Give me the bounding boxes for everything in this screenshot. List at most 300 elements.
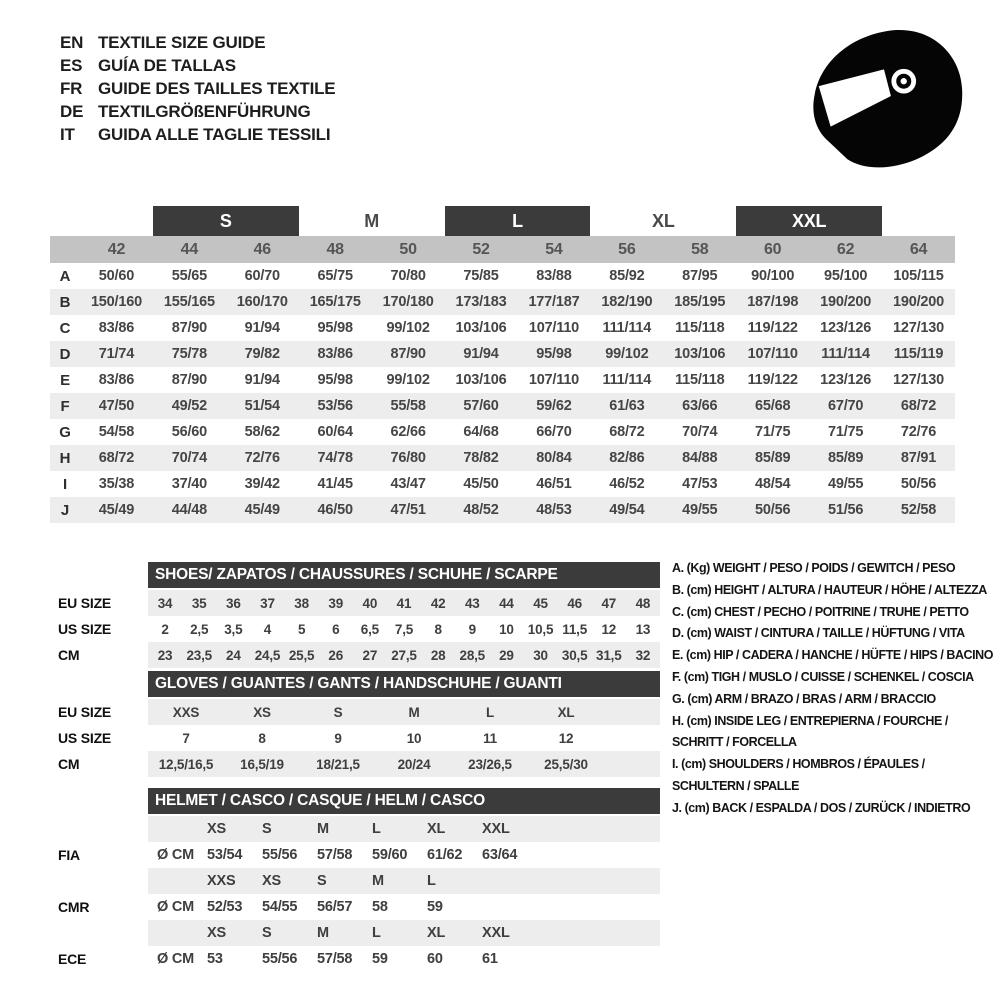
size-value-cell: 99/102: [605, 346, 649, 362]
value-cell: 45: [533, 595, 548, 611]
size-value-cell: 103/106: [674, 346, 726, 362]
value-cell: 8: [434, 621, 442, 637]
legend-item: [672, 797, 989, 819]
helmet-value-cell: 57/58: [317, 951, 353, 967]
value-cell: 24: [226, 647, 241, 663]
size-value-cell: 45/50: [463, 476, 499, 492]
size-value-cell: 127/130: [893, 372, 945, 388]
size-band-m: M: [364, 210, 380, 231]
value-cell: 25,5/30: [544, 756, 588, 772]
gloves-section: [58, 671, 660, 777]
table-row: [50, 445, 955, 471]
language-code: ES: [60, 55, 83, 75]
size-value-cell: 65/75: [317, 268, 353, 284]
value-cell: 46: [567, 595, 582, 611]
size-value-cell: 107/110: [747, 346, 798, 362]
size-value-cell: 70/74: [682, 424, 718, 440]
table-row: [50, 419, 955, 445]
language-code: FR: [60, 78, 83, 98]
size-value-cell: 165/175: [309, 294, 361, 310]
row-values: [148, 590, 660, 616]
helmet-size-label: XS: [207, 821, 226, 837]
value-cell: 30: [533, 647, 548, 663]
helmet-size-label: XXS: [207, 873, 236, 889]
value-cell: 38: [294, 595, 309, 611]
size-value-cell: 170/180: [382, 294, 434, 310]
size-band-row: [50, 206, 955, 236]
value-cell: 10,5: [527, 621, 554, 637]
value-cell: 8: [258, 730, 266, 746]
size-value-cell: 173/183: [455, 294, 507, 310]
row-label: CM: [58, 756, 80, 772]
size-band-l: L: [445, 206, 591, 236]
language-code: DE: [60, 101, 84, 121]
size-value-cell: 105/115: [893, 268, 944, 284]
table-row: [50, 367, 955, 393]
size-value-cell: 87/91: [900, 450, 937, 466]
legend-line: H. (cm) INSIDE LEG / ENTREPIERNA / FOURCHE /: [672, 712, 948, 728]
helmet-size-row: [58, 816, 660, 842]
helmet-header-bar: HELMET / CASCO / CASQUE / HELM / CASCO: [148, 788, 660, 814]
value-cell: 34: [157, 595, 173, 611]
legend-item: [672, 579, 989, 601]
size-value-cell: 87/90: [171, 372, 208, 388]
size-value-cell: 83/86: [317, 346, 353, 362]
legend-line: A. (Kg) WEIGHT / PESO / POIDS / GEWITCH / PESO: [672, 560, 956, 575]
helmet-size-row: [58, 920, 660, 946]
size-value-cell: 99/102: [386, 320, 430, 336]
size-value-cell: 123/126: [820, 320, 872, 336]
diameter-unit: Ø CM: [157, 899, 195, 915]
size-value-cell: 55/65: [171, 268, 208, 284]
helmet-value-cell: 59: [427, 899, 443, 915]
table-row: [50, 289, 955, 315]
size-value-cell: 103/106: [455, 372, 507, 388]
value-cell: 18/21,5: [316, 756, 360, 772]
row-values: [148, 642, 660, 668]
shoes-header-bar: SHOES/ ZAPATOS / CHAUSSURES / SCHUHE / SCARPE: [148, 562, 660, 588]
helmet-value-cell: 57/58: [317, 847, 353, 863]
size-value-cell: 83/88: [536, 268, 572, 284]
size-value-cell: 68/72: [609, 424, 645, 440]
size-value-cell: 59/62: [536, 398, 572, 414]
size-value-cell: 49/54: [609, 502, 645, 518]
size-value-cell: 115/118: [675, 320, 725, 336]
size-value-cell: 107/110: [528, 372, 580, 388]
value-cell: 26: [328, 647, 344, 663]
size-value-cell: 60/70: [244, 268, 280, 284]
value-cell: 9: [468, 621, 476, 637]
value-cell: 10: [406, 730, 422, 746]
helmet-size-labels: [148, 920, 660, 946]
size-value-cell: 91/94: [244, 320, 280, 336]
value-cell: 9: [334, 730, 342, 746]
row-label: US SIZE: [58, 621, 112, 637]
value-cell: 12: [601, 621, 617, 637]
row-label: EU SIZE: [58, 595, 112, 611]
legend-line-wrap: SCHRITT / FORCELLA: [672, 734, 797, 750]
size-value-cell: 91/94: [244, 372, 280, 388]
guide-title: TEXTILE SIZE GUIDE: [98, 32, 266, 52]
gloves-rows: [58, 699, 660, 777]
standard-label: FIA: [58, 847, 80, 863]
legend-item: [672, 601, 989, 623]
shoes-section: [58, 562, 660, 668]
size-value-cell: 160/170: [236, 294, 288, 310]
helmet-size-label: L: [427, 873, 436, 889]
helmet-value-cell: 60: [427, 951, 443, 967]
helmet-value-cell: 52/53: [207, 899, 243, 915]
legend-item: [672, 557, 989, 579]
row-values: [148, 699, 660, 725]
helmet-size-label: XXL: [482, 925, 510, 941]
size-value-cell: 85/92: [609, 268, 645, 284]
language-code: IT: [60, 124, 75, 144]
title-row: [60, 123, 335, 146]
value-cell: 24,5: [254, 647, 281, 663]
size-value-cell: 111/114: [602, 320, 652, 336]
size-value-cell: 60/64: [317, 424, 353, 440]
size-value-cell: 83/86: [98, 320, 135, 336]
size-value-cell: 82/86: [609, 450, 645, 466]
size-value-cell: 90/100: [751, 268, 795, 284]
size-band-xxl: XXL: [736, 206, 882, 236]
size-value-cell: 43/47: [390, 476, 426, 492]
size-value-cell: 48/52: [463, 502, 499, 518]
size-number: 64: [909, 240, 928, 258]
size-value-cell: 47/53: [682, 476, 718, 492]
row-label: US SIZE: [58, 730, 112, 746]
row-letter: A: [59, 267, 71, 285]
size-value-cell: 185/195: [674, 294, 726, 310]
helmet-size-row: [58, 868, 660, 894]
size-number: 48: [326, 240, 344, 258]
value-cell: 11,5: [562, 621, 588, 637]
size-value-cell: 111/114: [602, 372, 652, 388]
size-row: [58, 699, 660, 725]
table-row: [50, 263, 955, 289]
size-number: 44: [180, 240, 199, 258]
language-code: EN: [60, 32, 84, 52]
helmet-value-cell: 54/55: [262, 899, 298, 915]
row-label: [58, 868, 148, 894]
size-value-cell: 99/102: [386, 372, 430, 388]
helmet-size-label: L: [372, 925, 381, 941]
size-value-cell: 41/45: [317, 476, 353, 492]
size-value-cell: 107/110: [528, 320, 580, 336]
size-value-cell: 48/54: [755, 476, 791, 492]
racing-helmet-icon: [798, 24, 966, 177]
legend-line: F. (cm) TIGH / MUSLO / CUISSE / SCHENKEL / COSCIA: [672, 668, 974, 684]
size-value-cell: 53/56: [317, 398, 353, 414]
helmet-size-labels: [148, 868, 660, 894]
size-number: 50: [399, 240, 417, 258]
size-value-cell: 66/70: [536, 424, 572, 440]
legend-line: C. (cm) CHEST / PECHO / POITRINE / TRUHE / PETTO: [672, 603, 969, 619]
size-value-cell: 44/48: [171, 502, 208, 518]
row-letter: D: [59, 345, 71, 363]
size-number: 42: [107, 240, 126, 258]
size-value-cell: 85/89: [755, 450, 791, 466]
measurement-legend: [672, 557, 994, 819]
table-row: [50, 497, 955, 523]
helmet-size-label: L: [372, 821, 381, 837]
size-value-cell: 95/98: [317, 372, 353, 388]
size-value-cell: 49/52: [171, 398, 208, 414]
legend-line: D. (cm) WAIST / CINTURA / TAILLE / HÜFTUNG / VITA: [672, 625, 965, 641]
title-row: [60, 100, 335, 123]
size-value-cell: 85/89: [827, 450, 864, 466]
table-row: [50, 341, 955, 367]
helmet-size-label: S: [262, 821, 272, 837]
size-row: [58, 751, 660, 777]
size-value-cell: 75/85: [463, 268, 499, 284]
size-value-cell: 49/55: [827, 476, 864, 492]
size-value-cell: 68/72: [900, 398, 937, 414]
helmet-value-cell: 61/62: [427, 847, 463, 863]
row-label: CM: [58, 647, 80, 663]
value-cell: 23,5: [186, 647, 212, 663]
value-cell: 3,5: [224, 621, 243, 637]
value-cell: 27,5: [391, 647, 417, 663]
value-cell: 28,5: [459, 647, 485, 663]
corner-cell: [50, 236, 80, 263]
table-row: [50, 393, 955, 419]
guide-title: TEXTILGRÖßENFÜHRUNG: [98, 101, 311, 121]
size-value-cell: 182/190: [601, 294, 653, 310]
size-value-cell: 115/119: [893, 346, 944, 362]
size-value-cell: 95/98: [317, 320, 353, 336]
legend-item: [672, 753, 989, 797]
title-row: [60, 31, 335, 54]
value-cell: 37: [260, 595, 275, 611]
helmet-value-row: [58, 894, 660, 920]
size-value-cell: 119/122: [747, 320, 798, 336]
guide-title: GUIDA ALLE TAGLIE TESSILI: [98, 124, 331, 144]
row-label: EU SIZE: [58, 704, 112, 720]
size-value-cell: 58/62: [244, 424, 280, 440]
value-cell: 7: [182, 730, 190, 746]
size-value-cell: 190/200: [820, 294, 872, 310]
value-cell: 28: [430, 647, 446, 663]
size-value-cell: 95/98: [536, 346, 572, 362]
legend-line: E. (cm) HIP / CADERA / HANCHE / HÜFTE / HIPS / BACINO: [672, 647, 994, 663]
helmet-size-label: M: [372, 873, 384, 889]
value-cell: 23: [157, 647, 173, 663]
helmet-value-cell: 55/56: [262, 951, 298, 967]
value-cell: 13: [635, 621, 651, 637]
value-cell: 6,5: [360, 621, 379, 637]
guide-title: GUIDE DES TAILLES TEXTILE: [98, 78, 336, 98]
standard-label: ECE: [58, 951, 87, 967]
size-value-cell: 61/63: [609, 398, 645, 414]
size-value-cell: 51/54: [244, 398, 280, 414]
table-row: [50, 315, 955, 341]
size-row: [58, 642, 660, 668]
size-value-cell: 62/66: [390, 424, 426, 440]
value-cell: 5: [297, 621, 306, 637]
size-number: 46: [253, 240, 271, 258]
size-value-cell: 70/74: [171, 450, 208, 466]
size-value-cell: 103/106: [455, 320, 507, 336]
size-value-cell: 78/82: [463, 450, 499, 466]
value-cell: S: [333, 704, 343, 720]
title-block: [60, 31, 335, 146]
size-value-cell: 72/76: [900, 424, 937, 440]
size-number: 56: [618, 240, 636, 258]
value-cell: 23/26,5: [468, 756, 512, 772]
value-cell: 43: [464, 595, 480, 611]
helmet-size-labels: [148, 816, 660, 842]
value-cell: 36: [226, 595, 241, 611]
size-value-cell: 79/82: [244, 346, 280, 362]
title-row: [60, 77, 335, 100]
size-value-cell: 47/50: [98, 398, 135, 414]
shoes-rows: [58, 590, 660, 668]
helmet-size-label: XL: [427, 925, 446, 941]
size-value-cell: 119/122: [747, 372, 798, 388]
size-value-cell: 46/52: [609, 476, 645, 492]
size-value-cell: 45/49: [98, 502, 135, 518]
size-value-cell: 71/74: [98, 346, 135, 362]
size-band-s: S: [153, 206, 299, 236]
size-value-cell: 63/66: [682, 398, 718, 414]
size-band-xl: XL: [652, 210, 675, 231]
size-value-cell: 54/58: [98, 424, 135, 440]
size-value-cell: 48/53: [536, 502, 572, 518]
size-value-cell: 127/130: [893, 320, 945, 336]
row-letter: H: [59, 449, 71, 467]
size-value-cell: 71/75: [755, 424, 791, 440]
size-value-cell: 83/86: [98, 372, 135, 388]
value-cell: XXS: [172, 704, 200, 720]
size-value-cell: 111/114: [821, 346, 870, 362]
helmet-standard-group: [58, 920, 660, 972]
value-cell: 32: [635, 647, 651, 663]
value-cell: 48: [635, 595, 651, 611]
row-letter: E: [60, 371, 70, 389]
helmet-values: [148, 946, 660, 972]
size-value-cell: 35/38: [98, 476, 135, 492]
size-number: 58: [691, 240, 709, 258]
helmet-size-label: XS: [262, 873, 281, 889]
helmet-size-label: M: [317, 925, 329, 941]
value-cell: L: [485, 704, 495, 720]
gloves-header-bar: GLOVES / GUANTES / GANTS / HANDSCHUHE / GUANTI: [148, 671, 660, 697]
helmet-size-label: M: [317, 821, 329, 837]
legend-line: I. (cm) SHOULDERS / HOMBROS / ÉPAULES /: [672, 756, 925, 772]
size-value-cell: 187/198: [747, 294, 799, 310]
helmet-size-label: S: [262, 925, 272, 941]
row-values: [148, 725, 660, 751]
size-value-cell: 64/68: [463, 424, 499, 440]
size-value-cell: 37/40: [171, 476, 208, 492]
size-value-cell: 45/49: [244, 502, 280, 518]
helmet-value-row: [58, 946, 660, 972]
size-number: 60: [763, 240, 782, 258]
size-value-cell: 51/56: [827, 502, 864, 518]
row-letter: C: [59, 319, 71, 337]
size-number: 54: [545, 240, 563, 258]
row-letter: J: [60, 501, 70, 519]
helmet-size-label: S: [317, 873, 327, 889]
row-letter: B: [59, 293, 71, 311]
helmet-value-cell: 55/56: [262, 847, 298, 863]
size-row: [58, 616, 660, 642]
value-cell: 47: [601, 595, 617, 611]
table-row: [50, 471, 955, 497]
helmet-standard-group: [58, 816, 660, 868]
helmet-value-cell: 61: [482, 951, 498, 967]
value-cell: 40: [362, 595, 378, 611]
value-cell: 20/24: [397, 756, 431, 772]
size-value-cell: 50/56: [900, 476, 937, 492]
legend-item: [672, 710, 989, 754]
size-value-cell: 55/58: [390, 398, 426, 414]
textile-size-table: [50, 206, 955, 523]
value-cell: 44: [499, 595, 514, 611]
size-value-cell: 68/72: [98, 450, 135, 466]
value-cell: 12,5/16,5: [158, 756, 214, 772]
helmet-value-cell: 58: [372, 899, 388, 915]
size-value-cell: 65/68: [755, 398, 791, 414]
value-cell: 7,5: [394, 621, 414, 637]
size-value-cell: 123/126: [820, 372, 872, 388]
size-value-cell: 57/60: [463, 398, 499, 414]
value-cell: 11: [483, 730, 497, 746]
size-value-cell: 46/50: [317, 502, 353, 518]
size-value-cell: 91/94: [463, 346, 499, 362]
size-number-row: [50, 236, 955, 263]
diameter-unit: Ø CM: [157, 951, 195, 967]
size-value-cell: 50/56: [755, 502, 791, 518]
legend-line: G. (cm) ARM / BRAZO / BRAS / ARM / BRACCIO: [672, 690, 936, 706]
value-cell: 35: [191, 595, 207, 611]
helmet-values: [148, 842, 660, 868]
size-value-cell: 71/75: [827, 424, 864, 440]
legend-item: [672, 666, 989, 688]
value-cell: 27: [362, 647, 378, 663]
value-cell: 41: [396, 595, 412, 611]
size-value-cell: 155/165: [163, 294, 215, 310]
size-value-cell: 87/90: [390, 346, 426, 362]
size-value-cell: 177/187: [528, 294, 580, 310]
size-value-cell: 49/55: [682, 502, 718, 518]
size-number: 52: [472, 240, 490, 258]
size-value-cell: 80/84: [536, 450, 572, 466]
helmet-value-cell: 59: [372, 951, 388, 967]
helmet-value-cell: 56/57: [317, 899, 353, 915]
helmet-size-label: XL: [427, 821, 446, 837]
size-value-cell: 95/100: [824, 268, 868, 284]
size-value-cell: 75/78: [171, 346, 208, 362]
helmet-value-cell: 53: [207, 951, 223, 967]
helmet-size-label: XS: [207, 925, 226, 941]
value-cell: 25,5: [288, 647, 315, 663]
size-value-cell: 87/90: [171, 320, 208, 336]
helmet-standard-group: [58, 868, 660, 920]
guide-title: GUÍA DE TALLAS: [98, 55, 236, 75]
legend-line: B. (cm) HEIGHT / ALTURA / HAUTEUR / HÖHE / ALTEZZA: [672, 581, 987, 597]
size-value-cell: 115/118: [675, 372, 725, 388]
value-cell: 4: [263, 621, 272, 637]
size-value-cell: 87/95: [682, 268, 718, 284]
value-cell: 42: [430, 595, 446, 611]
legend-item: [672, 688, 989, 710]
value-cell: 31,5: [596, 647, 622, 663]
legend-line-wrap: SCHULTERN / SPALLE: [672, 777, 799, 793]
size-value-cell: 47/51: [390, 502, 426, 518]
